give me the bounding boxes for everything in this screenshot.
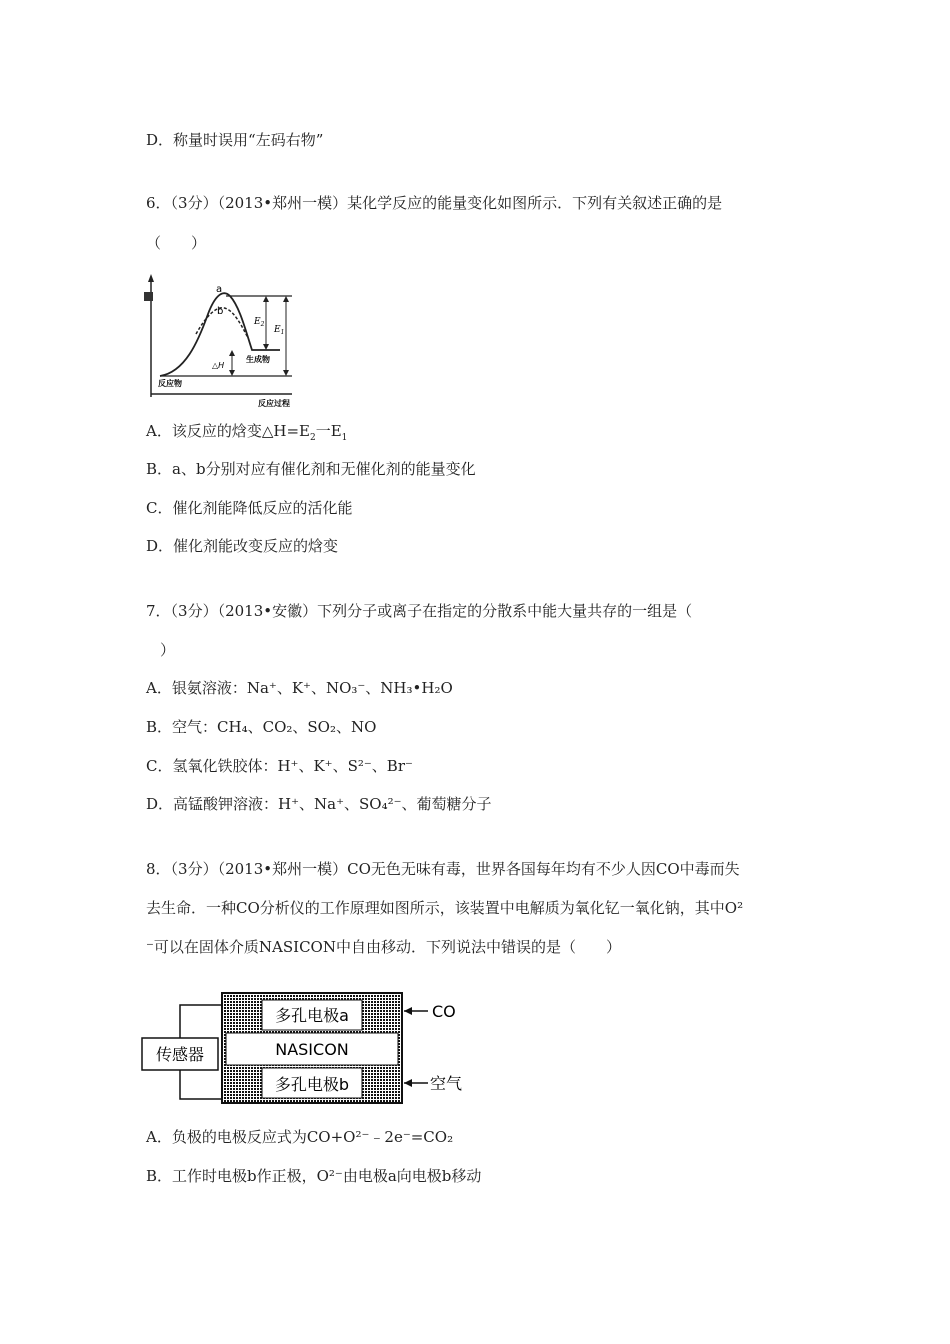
y-axis-arrow <box>148 274 154 282</box>
q8-option-b: B．工作时电极b作正极，O²⁻由电极a向电极b移动 <box>146 1167 482 1185</box>
e1-label: $E_1$ <box>274 325 285 336</box>
curve-b-label: b <box>217 306 224 317</box>
e2-label: $E_2$ <box>254 317 265 328</box>
electrode-b-label: 多孔电极b <box>274 1075 350 1094</box>
co-analyzer-diagram <box>140 983 470 1113</box>
reactant-label: 反应物 <box>158 379 182 388</box>
q7-stem-line2: ） <box>160 641 176 659</box>
air-label: 空气 <box>430 1074 463 1093</box>
q7-option-a: A．银氨溶液：Na⁺、K⁺、NO₃⁻、NH₃•H₂O <box>146 679 453 697</box>
q5-option-d: D．称量时误用“左码右物” <box>146 131 324 149</box>
wire-bottom <box>180 1070 222 1099</box>
x-axis-label: 反应过程 <box>258 399 290 408</box>
q7-option-d: D．高锰酸钾溶液：H⁺、Na⁺、SO₄²⁻、葡萄糖分子 <box>146 795 492 813</box>
co-label: CO <box>432 1002 456 1021</box>
sensor-label: 传感器 <box>155 1045 205 1064</box>
y-axis-label-mark <box>144 292 153 301</box>
curve-a-label: a <box>216 284 223 295</box>
q6-option-d: D．催化剂能改变反应的焓变 <box>146 537 339 555</box>
nasicon-label: NASICON <box>275 1040 349 1059</box>
q7-stem-line1: 7．（3分）（2013•安徽）下列分子或离子在指定的分散系中能大量共存的一组是（ <box>146 602 693 620</box>
product-label: 生成物 <box>246 355 270 364</box>
electrode-a-label: 多孔电极a <box>275 1006 349 1025</box>
wire-top <box>180 1005 222 1038</box>
energy-diagram <box>140 272 300 410</box>
q6-option-a: A．该反应的焓变$\triangle H=E_2$一$E_1$ <box>146 422 348 443</box>
q6-stem-line2: （ ） <box>146 234 207 252</box>
q8-option-a: A．负极的电极反应式为CO+O²⁻﹣2e⁻=CO₂ <box>146 1128 454 1146</box>
q7-option-c: C．氢氧化铁胶体：H⁺、K⁺、S²⁻、Br⁻ <box>146 757 413 775</box>
q8-stem-line3: ⁻可以在固体介质NASICON中自由移动．下列说法中错误的是（ ） <box>146 938 621 956</box>
q7-option-b: B．空气：CH₄、CO₂、SO₂、NO <box>146 718 377 736</box>
q8-stem-line1: 8．（3分）（2013•郑州一模）CO无色无味有毒，世界各国每年均有不少人因CO中毒而失 <box>146 860 740 878</box>
q6-option-b: B．a、b分别对应有催化剂和无催化剂的能量变化 <box>146 460 476 478</box>
q8-stem-line2: 去生命．一种CO分析仪的工作原理如图所示，该装置中电解质为氧化钇一氧化钠，其中O² <box>146 899 744 917</box>
dh-label: △H <box>212 361 225 370</box>
q6-stem-line1: 6．（3分）（2013•郑州一模）某化学反应的能量变化如图所示．下列有关叙述正确的是 <box>146 194 723 212</box>
q6-option-c: C．催化剂能降低反应的活化能 <box>146 499 353 517</box>
